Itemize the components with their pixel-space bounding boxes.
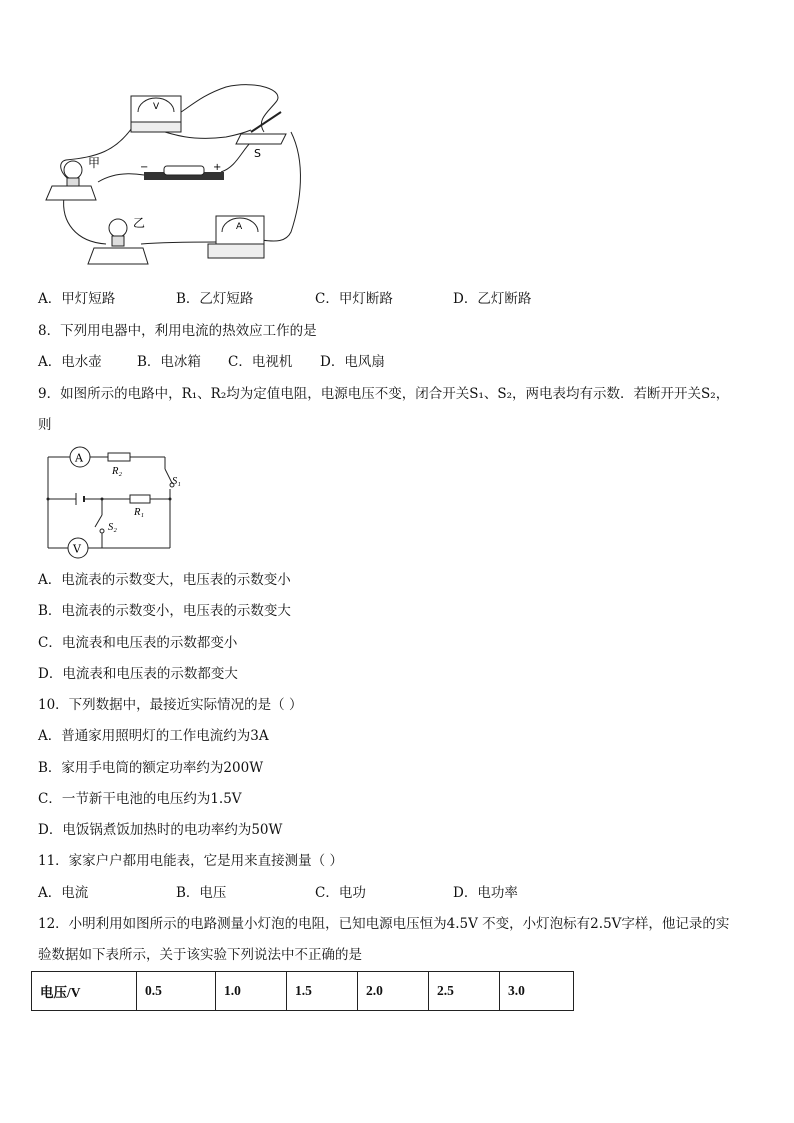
s1-label: S₁ (172, 476, 181, 487)
q9-option-a: A．电流表的示数变大，电压表的示数变小 (38, 572, 291, 588)
q8-stem: 8．下列用电器中，利用电流的热效应工作的是 (38, 323, 317, 339)
q9-option-c: C．电流表和电压表的示数都变小 (38, 635, 238, 651)
schematic-voltmeter (68, 538, 88, 558)
table-row (32, 972, 574, 1011)
wire (141, 242, 218, 244)
r1-label: R₁ (134, 507, 145, 518)
wire (221, 142, 251, 172)
q9-stem-line1: 9．如图所示的电路中，R₁、R₂均为定值电阻，电源电压不变，闭合开关S₁、S₂，两电表均有示数．若断开开关S₂， (38, 386, 730, 402)
battery-minus: − (140, 162, 149, 173)
q11-option-c: C．电功 (315, 885, 366, 901)
ammeter-device (208, 216, 264, 258)
q10-stem: 10．下列数据中，最接近实际情况的是（ ） (38, 697, 303, 713)
table-cell: 2.5 (429, 972, 500, 1011)
q9-stem-line2: 则 (38, 417, 52, 433)
q8-option-c: C．电视机 (228, 354, 293, 370)
q7-option-b: B．乙灯短路 (176, 291, 254, 307)
switch-label: S (254, 147, 261, 160)
table-cell: 1.5 (287, 972, 358, 1011)
lamp-yi-label: 乙 (133, 216, 146, 230)
table-cell: 3.0 (500, 972, 574, 1011)
schematic-ammeter (70, 447, 90, 467)
q12-stem-line2: 验数据如下表所示，关于该实验下列说法中不正确的是 (38, 947, 362, 963)
q7-option-d: D．乙灯断路 (453, 291, 532, 307)
q8-option-d: D．电风扇 (320, 354, 385, 370)
table-cell: 2.0 (358, 972, 429, 1011)
q10-option-d: D．电饭锅煮饭加热时的电功率约为50W (38, 822, 283, 838)
voltmeter-device (131, 96, 181, 132)
q7-option-a: A．甲灯短路 (38, 291, 116, 307)
wire (98, 174, 144, 182)
switch-device (236, 112, 286, 160)
q11-option-a: A．电流 (38, 885, 89, 901)
q11-stem: 11．家家户户都用电能表，它是用来直接测量（ ） (38, 853, 343, 869)
s2-label: S₂ (108, 522, 117, 533)
q11-option-d: D．电功率 (453, 885, 518, 901)
lamp-jia-label: 甲 (88, 156, 101, 170)
table-cell: 1.0 (216, 972, 287, 1011)
data-table (31, 971, 574, 1011)
r2-label: R₂ (112, 466, 123, 477)
q10-option-b: B．家用手电筒的额定功率约为200W (38, 760, 264, 776)
q7-option-c: C．甲灯断路 (315, 291, 393, 307)
wire (64, 197, 106, 244)
voltmeter-symbol: V (153, 102, 160, 112)
wire (261, 132, 300, 241)
q8-option-a: A．电水壶 (38, 354, 102, 370)
q12-stem-line1: 12．小明利用如图所示的电路测量小灯泡的电阻，已知电源电压恒为4.5V 不变，小灯泡标有2.5V字样，他记录的实 (38, 916, 730, 932)
q9-option-b: B．电流表的示数变小，电压表的示数变大 (38, 603, 291, 619)
ammeter-symbol: A (236, 222, 243, 232)
q11-option-b: B．电压 (176, 885, 227, 901)
q10-option-c: C．一节新干电池的电压约为1.5V (38, 791, 242, 807)
circuit-photo-figure (36, 82, 306, 272)
voltmeter-symbol: V (73, 542, 81, 556)
table-header-cell: 电压/V (32, 972, 137, 1011)
lamp-yi-device (88, 216, 148, 264)
battery-device (140, 162, 224, 180)
q9-option-d: D．电流表和电压表的示数都变大 (38, 666, 238, 682)
lamp-jia-device (46, 156, 100, 200)
table-cell: 0.5 (137, 972, 216, 1011)
circuit-schematic-figure (40, 445, 200, 560)
battery-plus: + (213, 162, 222, 173)
q8-option-b: B．电冰箱 (137, 354, 201, 370)
ammeter-symbol: A (75, 451, 83, 465)
q10-option-a: A．普通家用照明灯的工作电流约为3A (38, 728, 269, 744)
